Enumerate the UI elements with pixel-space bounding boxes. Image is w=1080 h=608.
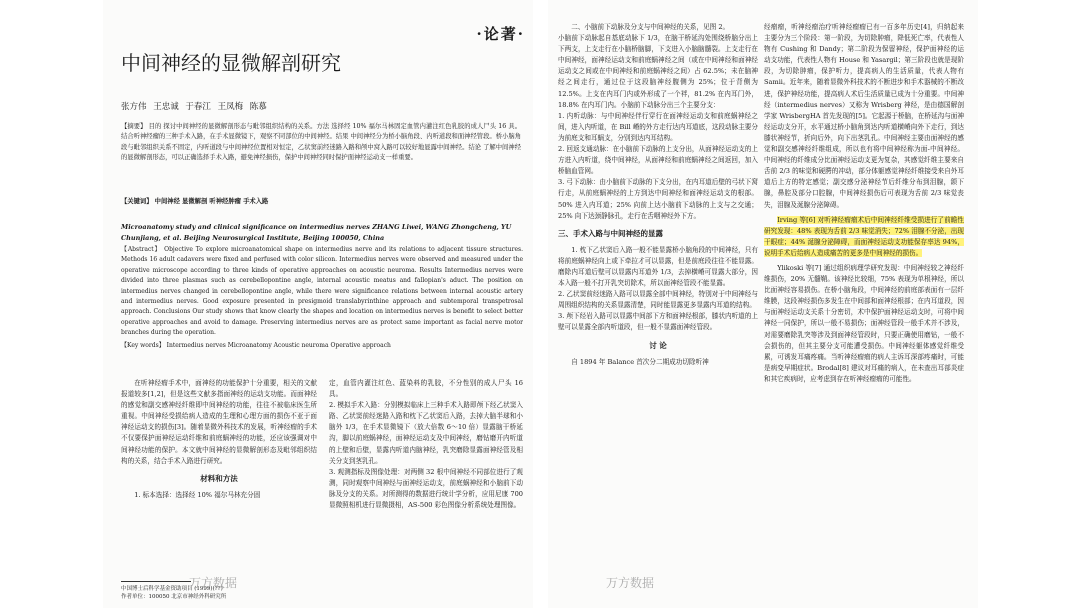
discussion-start: 自 1894 年 Balance 首次分二期成功切除听神	[571, 357, 709, 366]
left-column-1	[121, 378, 317, 501]
history-paragraph: 经瘤瘤，听神经瘤治疗听神经瘤瘤已有一百多年历史[4]，归纳起来主要分为三个阶段：第一阶段，为切除肿瘤，降低死亡率，代表性人物有 Cushing 和 Dandy；第二阶段为保留神经，保护面神经的运动支功能，代表性人物有 House 和 Yasargil；第三阶段也就是现阶段，为切除肿瘤，保护听力，提高病人的生活质量，代表人物有 Samii。近年来，随着显微外科技术的不断进步和手术器械的不断改进，保护神经功能，提高病人术后生活质量已成为十分重要。中间神经（intermedius nerves）又称为 Wrisberg 神经，是由德国解剖学家 WrisbergHA 首先发现的[5]。它起源于桥脑，在桥延沟与面神经运动支分开，水平通过桥小脑角到达内听道横嵴向外下走行，到达膝状神经节，折向后外，向下出茎乳孔。中间神经主要由面神经的感觉和副交感神经纤维组成，所以也有将中间神经称为面-中间神经。中间神经的纤维成分比面神经运动支更为复杂，其感觉纤维主要来自舌前 2/3 的味觉和硬腭的冲动，部分体躯感觉神经纤维接受来自外耳道后上方的特定感觉；副交感分泌神经节后纤维分布到泪腺，颌下腺，鼻腔及部分口腔腺，中间神经损伤后可表现为舌前 2/3 味觉丧失，泪腺及涎腺分泌障碍。	[764, 23, 964, 209]
discussion-heading: 讨 论	[649, 340, 667, 350]
column-1-tail: 1. 标本选择：选择经 10% 福尔马林充分固	[134, 490, 261, 499]
highlight-mark: Irving 等[6] 对听神经瘤瘤术后中间神经纤维受损进行了前瞻性研究发现：48% 表现为舌前 2/3 味觉消失；72% 泪腺不分泌，出现干眼症；44% 涎腺分泌障碍，而面神经运动支功能保存率达 94%，说明手术后给病人造成痛苦的更多是中间神经的损伤。	[764, 215, 964, 257]
abstract-en	[121, 245, 523, 351]
right-journal-page	[548, 0, 978, 608]
right-column-2	[764, 22, 964, 385]
footnote: 中国博士后科学基金资助项目 (1999)(??) 作者单位：100050 北京市神经外科研究所	[121, 586, 227, 600]
keywords-cn: 【关键词】 中间神经 显微解剖 听神经肿瘤 手术入路	[121, 198, 269, 205]
approach-section: 1. 枕下乙状窦后入路一般不能显露桥小脑角段的中间神经，只有将前庭蜗神经向上或下牵拉才可以显露，但是前庭段往往不能显露。磨除内耳道后壁可以显露内耳道外 1/3，去掉横嵴可显露大部分，因本入路一般不打开乳突切除术，所以面神经管段不能显露。 2. 乙状窦前经迷路入路可以显露全部中间神经，特别对于中间神经与周围组织结构的关系显露清楚，同时能显露更多显露内耳道的结构。 3. 颅下经岩入路可以显露中间部下方和面神经根部，膝状内听道的上壁可以显露全部内听道段，但一般不显露面神经管段。	[558, 245, 758, 332]
aica-section: 二、小脑前下动脉及分支与中间神经的关系，见图 2。 小脑前下动脉起自基底动脉下 1/3，在脑干桥延沟处围绕桥脑分出上下两支，上支走行在小脑桥脑脚，下支进入小脑脑髓裂。上支走行在中间神经，面神经运动支和前庭蜗神经之间（或在中间神经和面神经运动支之间或在中间神经和前庭蜗神经之间）占 62.5%；未在脑神经之间走行，通过位于这段脑神经腹侧为 25%；位于背侧为 12.5%。上支在内耳门内或外形成了一个袢，81.2% 在内耳门外，18.8% 在内耳门内。小脑前下动脉分出三个主要分支： 1. 内听动脉：与中间神经伴行穿行在面神经运动支和前庭蜗神经之间，进入内听道，在 Bill 嵴的外方走行达内耳道底，这段动脉主要分为前庭支和耳蜗支，分别到达内耳结构。 2. 回返支通动脉：在小脑前下动脉的上支分出，从面神经运动支的上方进入内听道，绕中间神经，从面神经和前庭蜗神经之间返回，加入桥脑血管网。 3. 弓下动脉：由小脑前下动脉的下支分出，在内耳道后壁的弓状下窝行走，从前庭蜗神经的上方到达中间神经和面神经运动支的根部。50% 进入内耳道；25% 向前上达小脑前下动脉的上支与之交通；25% 向下达颈静脉孔，走行在舌咽神经外下方。	[558, 23, 758, 220]
watermark: 万方数据	[189, 576, 238, 590]
approach-heading: 三、手术入路与中间神经的显露	[558, 228, 663, 238]
article-type-tag: ·论著·	[476, 25, 525, 43]
intro-paragraph: 在听神经瘤手术中，面神经的功能保护十分重要，相关的文献报道较多[1,2]，但是这些文献多指面神经的运动支功能。而面神经的感觉和副交感神经纤维即中间神经的功能，往往不被临床医生所重视。中间神经受损给病人造成的生理和心理方面的损伤不亚于面神经运动支的损伤[3]。随着显微外科技术的发展，听神经瘤的手术不仅要保护面神经运动纤维和前庭蜗神经的功能，还应该强调对中间神经功能的保护。本文就中间神经的显微解剖形态及毗邻组织结构的关系，结合手术入路进行研究。	[121, 379, 317, 465]
english-title: Microanatomy study and clinical significance on intermedius nerves ZHANG Liwei, WANG Zhongcheng, YU Chunjiang, et al. Beijing Neurosurgical Institute, Beijing 100050, China	[121, 223, 512, 242]
watermark: 万方数据	[606, 576, 655, 590]
left-journal-page	[103, 0, 533, 608]
right-column-1	[558, 22, 758, 368]
footnote-rule	[121, 581, 191, 582]
ylikoski-paragraph: Ylikoski 等[7] 通过组织病理学研究发现：中间神经较之神经纤维损伤，20% 无髓鞘。该神经比较细，75% 表现为单根神经，所以比面神经容易损伤。在桥小脑角段，中间神经的前庭部表面有一层纤维膜，这段神经损伤多发生在中间部和面神经根部；在内耳道段，因与面神经运动支关系十分密切，术中保护面神经运动支时，可将中间神经一同保护，所以一般不易损伤；面神经管段一般手术并不涉及，对需要磨除乳突等涉及到面神经管段时，只要正确使用磨钻，一般不会损伤的，但其主要分支可能遭受损伤。中间神经躯体感觉纤维受累，可诱发耳痛疼痛。当听神经瘤瘤的病人主诉耳深部疼痛时，可能是病变早期症状。Brodal[8] 建议对耳痛的病人，在未查出耳部炎症和其它疾病时，应考虑到存在听神经瘤瘤的可能性。	[764, 263, 964, 383]
materials-heading: 材料和方法	[200, 473, 238, 483]
highlighted-paragraph	[764, 215, 964, 259]
abstract-cn: 【摘要】 目的 探讨中间神经的显微解剖形态与毗邻组织结构的关系。方法 选择经 10% 福尔马林固定血管内灌注红色乳胶的成人尸头 16 具。结合听神经瘤的三种手术入路，在手术显微镜下，观察不同部位的中间神经。结果 中间神经分为桥小脑角段、内听道段和面神经管段。桥小脑角段与毗邻组织关系不固定，内听道段与中间神经位置相对恒定，乙状窦前经迷路入路和颅中窝入路可以较好地显露中间神经。结论 了解中间神经的显微解剖形态，可以正确选择手术入路，避免神经损伤，保护中间神经同时保护面神经运动支一样重要。	[121, 123, 521, 161]
abstract-en-body: 【Abstract】 Objective To explore microanatomical shape on intermedius nerve and its relations to adjacent tissure structures. Methods 16 adult cadavers were fixed and perfused with color silicon. Intermedius nerves were observed and measured under the operative microscope according to three kinds of operative approaches on acoustic neuroma. Results Intermedius nerves were divided into three plasmas such as cerebellopontine angle, internal acoustic meatus and fallopian's aduct. The position on intermedius nerves changed in cerebellopontine angle, while there were significance relations between internal acoustic artery and intermedius nerves. Good exposure presented in presigmoid translabyrinthine approach and subtemporal transpetrosal approach. Conclusions Our study shows that know clearly the shapes and location on intermedius nerves is benefit to select better operative approaches and avoid to damage. Preserving intermedius nerves are as protect same important as facial nerve motor branches during the operation.	[121, 246, 523, 337]
article-title: 中间神经的显微解剖研究	[121, 51, 341, 75]
keywords-en: 【Key words】 Intermedius nerves Microanatomy Acoustic neuroma Operative approach	[121, 341, 391, 349]
article-authors: 张方伟 王忠诚 于春江 王凤梅 陈慕	[121, 102, 267, 112]
left-column-2: 定，血管内灌注红色、蓝染料的乳胶，不分性别的成人尸头 16 具。 2. 模拟手术入路：分别模拟临床上三种手术入路即颅下经乙状窦入路、乙状窦前经迷路入路和枕下乙状窦后入路，去掉大脑半球和小脑外 1/3，在手术显微镜下（放大倍数 6～10 倍）显露脑干桥延沟，脚以前庭蜗神经，面神经运动支及中间神经，磨钻磨开内听道的上壁和后壁，显露内听道内脑神经，乳突磨除显露面神经管及相关分支到茎乳孔。 3. 观测指标及图像处理：对两侧 32 根中间神经不同部位进行了观测，同时观察中间神经与面神经运动支，前庭蜗神经和小脑前下动脉及分支的关系。对所测得的数据进行统计学分析，应用尼康 700 显微照相机进行显微摄相，AS-500 彩色图像分析系统处理图像。	[329, 379, 523, 510]
